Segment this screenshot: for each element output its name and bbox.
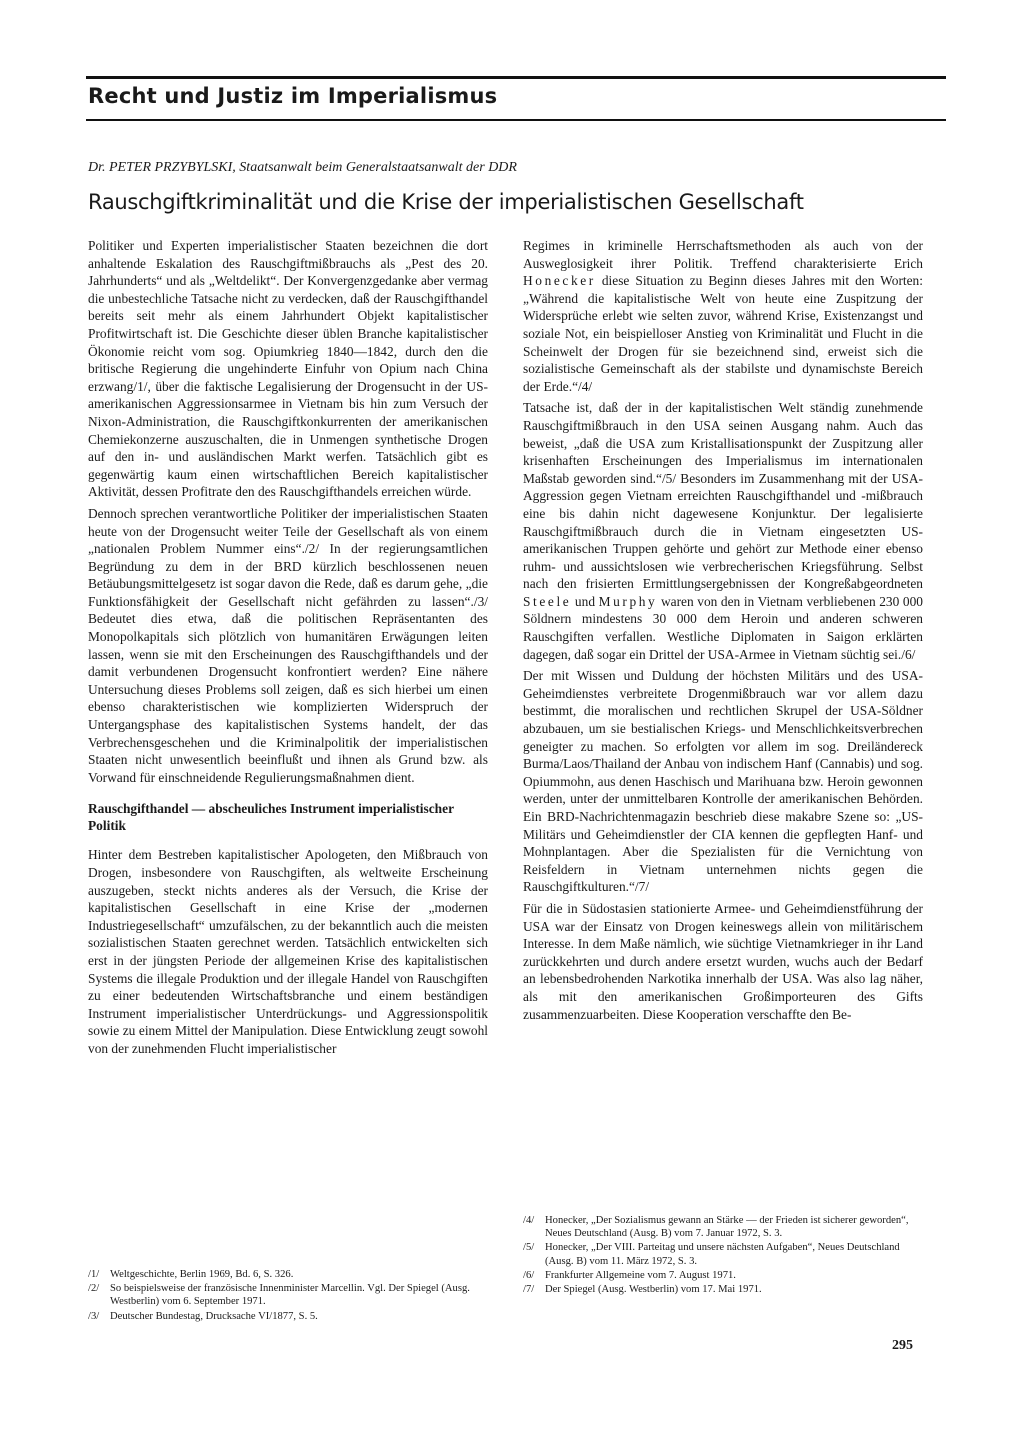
header-top-rule: [86, 76, 946, 79]
text-run: Regimes in kriminelle Herrschaftsmethoden als auch von der Ausweglosigkeit ihrer Politik. Treffend charakterisierte Erich: [523, 238, 923, 271]
article-title: Rauschgiftkriminalität und die Krise der imperialistischen Gesellschaft: [88, 190, 804, 214]
footnote-mark: /1/: [88, 1269, 100, 1280]
footnote: [523, 1241, 923, 1267]
footnote-text: Weltgeschichte, Berlin 1969, Bd. 6, S. 326.: [110, 1269, 294, 1280]
footnote: [523, 1269, 923, 1282]
right-column: [523, 237, 923, 1027]
spaced-name: Steele: [523, 593, 572, 609]
header-bottom-rule: [86, 119, 946, 121]
text-run: diese Situation zu Beginn dieses Jahres mit den Worten: „Während die kapitalistische Welt von heute eine Zuspitzung der Widersprüche erlebt wie selten zuvor, während Krise, Existenzangst und soziale Not, ein beispielloser Anstieg von Kriminalität und Flucht in die Scheinwelt der Drogen für sie bezeichnend sind, erweist sich die sozialistische Gemeinschaft als der stabilste und dynamischste Bereich der Erde.“/4/: [523, 273, 923, 394]
footnote-mark: /7/: [523, 1284, 535, 1296]
paragraph: Hinter dem Bestreben kapitalistischer Apologeten, den Mißbrauch von Drogen, insbesondere von Rauschgiften, als weltweite Erscheinung auszugeben, steckt nichts anderes als der Versuch, die Krise der kapitalistischen Gesellschaft in eine Krise der „modernen Industriegesellschaft“ umzufälschen, zu der bekanntlich auch die meisten sozialistischen Staaten gerechnet werden. Tatsächlich entwickelten sich erst in der jüngsten Periode der allgemeinen Krise des kapitalistischen Systems die illegale Produktion und der illegale Handel von Rauschgiften zu einer bedeutenden Wirtschaftsbranche und einem beständigen Instrument imperialistischer Unterdrückungs- und Aggressionspolitik sowie zu einem Mittel der Manipulation. Diese Entwicklung zeugt sowohl von der zunehmenden Flucht imperialistischer: [88, 847, 488, 1056]
footnote-mark: /2/: [88, 1283, 100, 1295]
text-run: und: [574, 593, 596, 609]
footnote-text: Deutscher Bundestag, Drucksache VI/1877, S. 5.: [110, 1310, 318, 1322]
paragraph: Für die in Südostasien stationierte Armee- und Geheimdienstführung der USA war der Einsatz von Drogen keineswegs allein von militärischem Interesse. In dem Maße nämlich, wie süchtige Vietnamkrieger in ihr Land zurückkehrten und durch andere ersetzt wurden, wuchs auch der Bedarf an lebensbedrohenden Narkotika innerhalb der USA. Was also lag näher, als mit den amerikanischen Großimporteuren des Gifts zusammenzuarbeiten. Diese Kooperation verschaffte den Be-: [523, 900, 923, 1022]
spaced-name: Murphy: [598, 593, 658, 609]
text-run: waren von den in Vietnam verbliebenen 230 000 Söldnern mindestens 30 000 dem Heroin und anderen schweren Rauschgiften verfallen. Westliche Diplomaten in Saigon erklärten dagegen, daß sogar ein Drittel der USA-Armee in Vietnam süchtig sei./6/: [523, 593, 923, 662]
footnote: [88, 1268, 498, 1281]
footnote: [523, 1283, 923, 1296]
paragraph: [523, 237, 923, 395]
footnote-mark: /4/: [523, 1215, 535, 1226]
footnote-text: Honecker, „Der Sozialismus gewann an Stärke — der Frieden ist sicherer geworden“, Neues Deutschland (Ausg. B) vom 7. Januar 1972, S. 3.: [545, 1215, 909, 1240]
footnote-mark: /5/: [523, 1242, 535, 1254]
footnote-text: Honecker, „Der VIII. Parteitag und unsere nächsten Aufgaben“, Neues Deutschland (Ausg. B) vom 11. März 1972, S. 3.: [545, 1242, 900, 1267]
paragraph: Dennoch sprechen verantwortliche Politiker der imperialistischen Staaten heute von der Drogensucht weiter Teile der Gesellschaft als von einem „nationalen Problem Nummer eins“./2/ In der regierungsamtlichen Begründung zu dem in der BRD kürzlich beschlossenen neuen Betäubungsmittelgesetz ist sogar davon die Rede, daß es darum gehe, „die Funktionsfähigkeit der Gesellschaft nicht gefährden zu lassen“./3/ Bedeutet dies etwa, daß die politischen Repräsentanten des Monopolkapitals sich plötzlich von humanitären Erwägungen leiten lassen, wenn sie mit den Erscheinungen des Rauschgifthandels und der damit verbundenen Drogensucht konfrontiert werden? Eine nähere Untersuchung dieses Problems soll zeigen, daß es sich hierbei um einen ebenso charakteristischen wie komplizierten Widerspruch der Untergangsphase des kapitalistischen Systems handelt, der das Verbrechensgeschehen und die Kriminalpolitik der imperialistischen Staaten nicht unwesentlich beeinflußt und ihnen als Grund bzw. als Vorwand für einschneidende Regulierungsmaßnahmen dient.: [88, 505, 488, 785]
footnote-text: So beispielsweise der französische Innenminister Marcellin. Vgl. Der Spiegel (Ausg. Westberlin) vom 6. September 1971.: [110, 1283, 470, 1308]
paragraph: Der mit Wissen und Duldung der höchsten Militärs und des USA-Geheimdienstes verbreitete Drogenmißbrauch war vor allem dazu bestimmt, die moralischen und rechtlichen Skrupel der USA-Söldner abzubauen, um sie bestialischen Kriegs- und Menschlichkeitsverbrechen geneigter zu machen. So erfolgten vor allem im sog. Dreiländereck Burma/Laos/Thailand der Anbau von indischem Hanf (Cannabis) und sog. Opiummohn, aus denen Haschisch und Marihuana bzw. Heroin gewonnen werden, unter der unmittelbaren Kontrolle der amerikanischen Behörden. Ein BRD-Nachrichtenmagazin beschrieb diese makabre Szene so: „US-Militärs und Geheimdienstler der CIA kennen die gepflegten Hanf- und Mohnplantagen. Aber die Spezialisten für die Vernichtung von Reisfeldern in Vietnam unternehmen nichts gegen die Rauschgiftkulturen.“/7/: [523, 668, 923, 895]
author-line: Dr. PETER PRZYBYLSKI, Staatsanwalt beim Generalstaatsanwalt der DDR: [88, 160, 517, 175]
footnote: [88, 1310, 498, 1323]
footnotes-right: [523, 1214, 923, 1297]
subheading: Rauschgifthandel — abscheuliches Instrument imperialistischer Politik: [88, 801, 454, 834]
paragraph: Politiker und Experten imperialistischer Staaten bezeichnen die dort anhaltende Eskalation des Rauschgiftmißbrauchs als „Pest des 20. Jahrhunderts“ und als „Weltdelikt“. Der Konvergenzgedanke aber vermag die unbestechliche Tatsache nicht zu verdecken, daß der Rauschgifthandel bereits seit mehr als einem Jahrhundert Objekt kapitalistischer Profitwirtschaft ist. Die Geschichte dieser üblen Branche kapitalistischer Ökonomie reicht vom sog. Opiumkrieg 1840—1842, durch den die britische Regierung die ungehinderte Einfuhr von Opium nach China erzwang/1/, über die faktische Legalisierung der Drogensucht in der US-amerikanischen Aggressionsarmee in Vietnam bis hin zum Versuch der Nixon-Administration, die Rauschgiftkonkurrenten der amerikanischen Chemiekonzerne auszuschalten, die in Unmengen synthetische Drogen auf den in- und ausländischen Markt werfen. Tatsächlich gibt es gegenwärtig kaum einen wirtschaftlichen Bereich kapitalistischer Aktivität, dessen Profitrate den des Rauschgifthandels erreichen würde.: [88, 238, 488, 500]
spaced-name: Honecker: [523, 273, 596, 289]
footnote: [523, 1214, 923, 1240]
text-run: Tatsache ist, daß der in der kapitalistischen Welt ständig zunehmende Rauschgiftmißbrauch in den USA seinen Ausgang nahm. Auch das beweist, „daß die USA zum Kristallisationspunkt der Zuspitzung aller krisenhaften Erscheinungen des Imperialismus im internationalen Maßstab geworden sind.“/5/ Besonders im Zusammenhang mit der USA-Aggression gegen Vietnam erreichten Rauschgifthandel und -mißbrauch eine bis dahin nicht dagewesene Konjunktur. Der legalisierte Rauschgiftmißbrauch durch die in Vietnam eingesetzten US-amerikanischen Truppen gehörte und gehört zur Methode einer ebenso ruhm- und aussichtslosen wie verbrecherischen Kriegsführung. Selbst nach den frisierten Ermittlungsergebnissen der Kongreßabgeordneten: [523, 400, 923, 592]
footnote-text: Frankfurter Allgemeine vom 7. August 1971.: [545, 1269, 736, 1281]
paragraph: [523, 399, 923, 663]
footnote-mark: /6/: [523, 1269, 535, 1281]
footnote-text: Der Spiegel (Ausg. Westberlin) vom 17. Mai 1971.: [545, 1284, 762, 1296]
section-title: Recht und Justiz im Imperialismus: [88, 84, 498, 108]
footnotes-left: [88, 1268, 498, 1324]
footnote-mark: /3/: [88, 1310, 100, 1322]
left-column: [88, 237, 488, 1062]
page-number: 295: [892, 1338, 913, 1353]
footnote: [88, 1282, 498, 1308]
